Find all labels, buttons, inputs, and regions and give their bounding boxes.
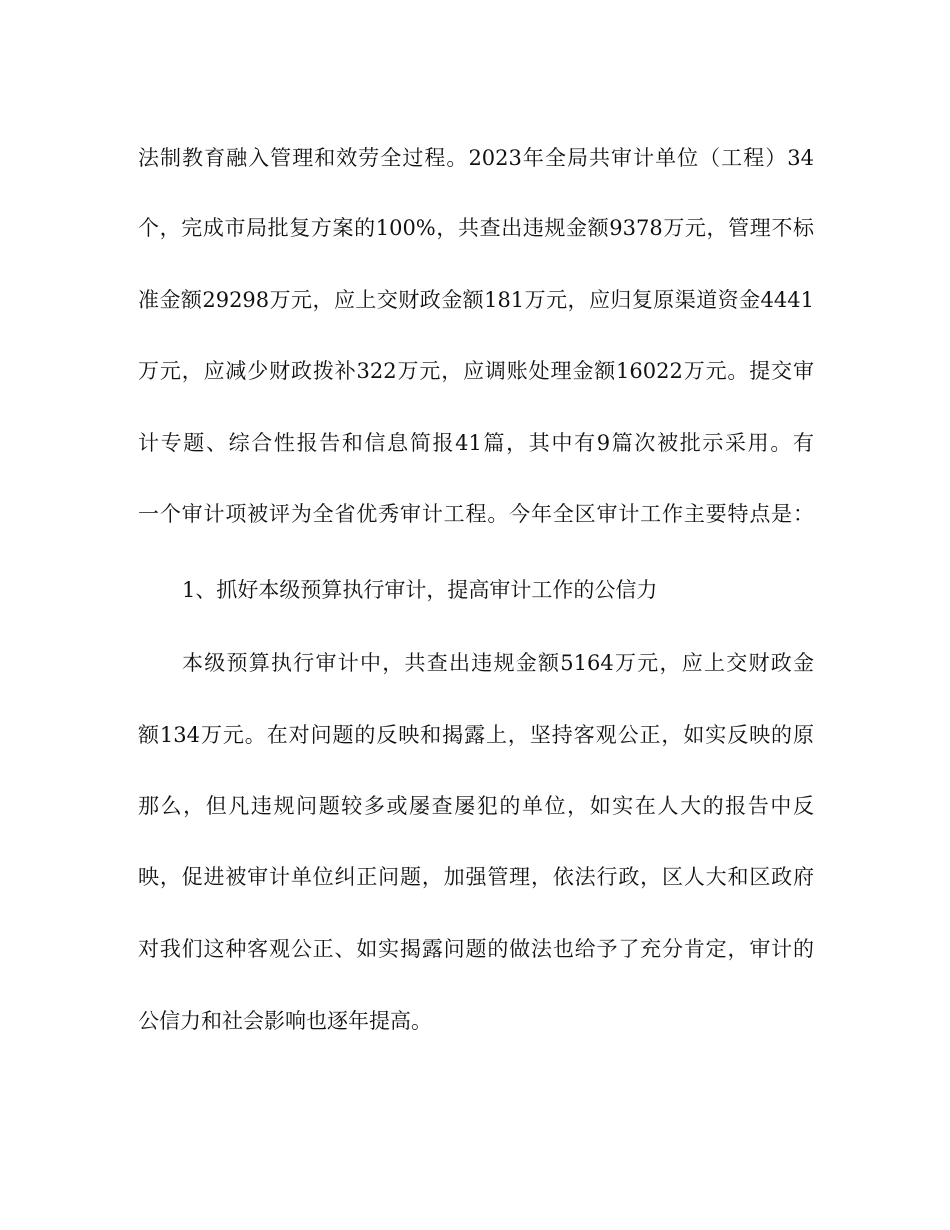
text-line-13: 公信力和社会影响也逐年提高。 bbox=[138, 1009, 432, 1033]
text-line-12: 对我们这种客观公正、如实揭露问题的做法也给予了充分肯定，审计的 bbox=[138, 937, 814, 961]
text-line-8: 本级预算执行审计中，共查出违规金额5164万元，应上交财政金 bbox=[182, 651, 814, 675]
text-line-5: 计专题、综合性报告和信息简报41篇，其中有9篇次被批示采用。有 bbox=[138, 431, 814, 455]
text-line-4: 万元，应减少财政拨补322万元，应调账处理金额16022万元。提交审 bbox=[138, 359, 814, 383]
text-line-6: 一个审计项被评为全省优秀审计工程。今年全区审计工作主要特点是： bbox=[138, 502, 814, 526]
section-heading: 1、抓好本级预算执行审计，提高审计工作的公信力 bbox=[182, 578, 658, 602]
text-line-9: 额134万元。在对问题的反映和揭露上，坚持客观公正，如实反映的原 bbox=[138, 723, 814, 747]
text-line-11: 映，促进被审计单位纠正问题，加强管理，依法行政，区人大和区政府 bbox=[138, 865, 814, 889]
text-line-3: 准金额29298万元，应上交财政金额181万元，应归复原渠道资金4441 bbox=[138, 288, 814, 312]
text-line-1: 法制教育融入管理和效劳全过程。2023年全局共审计单位（工程）34 bbox=[138, 146, 814, 170]
text-line-2: 个，完成市局批复方案的100%，共查出违规金额9378万元，管理不标 bbox=[138, 216, 814, 240]
text-line-10: 那么，但凡违规问题较多或屡查屡犯的单位，如实在人大的报告中反 bbox=[138, 794, 814, 818]
